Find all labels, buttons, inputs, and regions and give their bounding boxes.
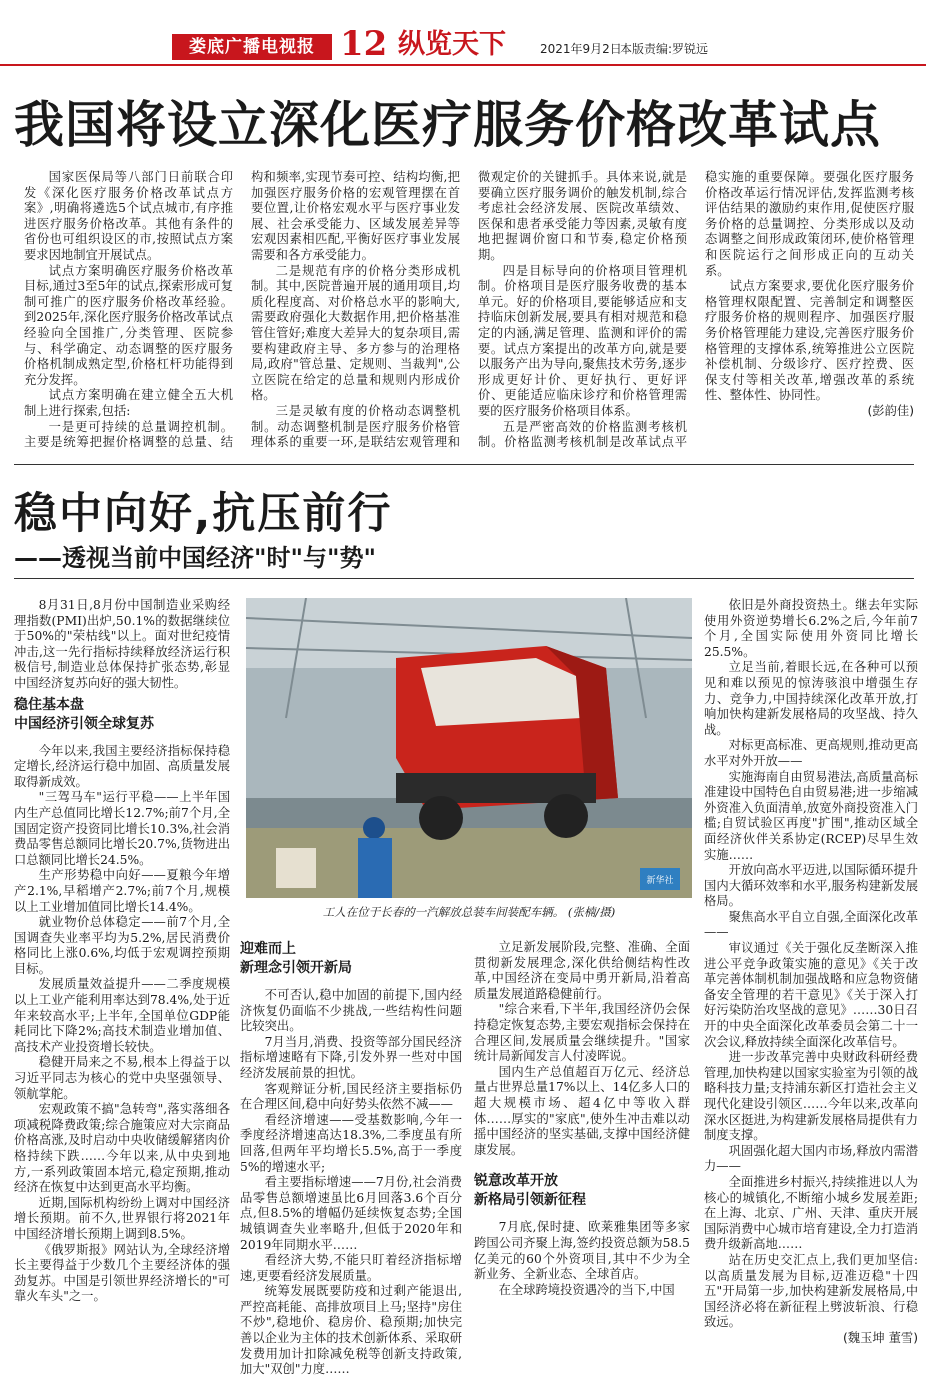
article2-paragraph: 开放向高水平迈进,以国际循环提升国内大循环效率和水平,服务构建新发展格局。 [704,863,918,909]
section-title: 纵览天下 [398,29,506,60]
article1-paragraph: 四是目标导向的价格项目管理机制。价格项目是医疗服务收费的基本单元。好的价格项目,要能够适应和支持临床创新发展,要具有相对规范和稳定的内涵,满足管理、监测和评价的需要。试点方案提出的改革方向,就是要以服务产出为导向,聚焦技术劳务,逐步形成更好计价、更好执行、更好评价、更能适应临床诊疗和价格管理需要的医疗服务价格项目体系。 [478,263,687,418]
photo-watermark: 新华社 [646,876,674,886]
section-heading-3-line2: 新格局引领新征程 [474,1192,586,1209]
article2-intro: 8月31日,8月份中国制造业采购经理指数(PMI)出炉,50.1%的数据继续位于50%的"荣枯线"以上。面对世纪疫情冲击,这一先行指标持续释放经济运行积极信号,制造业总体保持扩张态势,彰显中国经济复苏向好的强大韧性。 [14,598,230,690]
newspaper-logo: 娄底广播电视报 [172,34,332,60]
article2-paragraph: 7月底,保时捷、欧莱雅集团等多家跨国公司齐聚上海,签约投资总额为58.5亿美元的60个外资项目,其中不少为全新业务、全新业态、全球首店。 [474,1220,690,1282]
article1-headline: 我国将设立深化医疗服务价格改革试点 [14,96,881,154]
article2-paragraph: 发展质量效益提升——二季度规模以上工业产能利用率达到78.4%,处于近年来较高水平;上半年,全国单位GDP能耗同比下降2%;高技术制造业增加值、高技术产业投资增长较快。 [14,977,230,1054]
article2-paragraph: 看经济大势,不能只盯着经济指标增速,更要看经济发展质量。 [240,1253,462,1283]
article2-paragraph: 站在历史交汇点上,我们更加坚信:以高质量发展为目标,迈准迈稳"十四五"开局第一步,加快构建新发展格局,中国经济必将在新征程上劈波斩浪、行稳致远。 [704,1252,918,1330]
article2-paragraph: 看经济增速——受基数影响,今年一季度经济增速高达18.3%,二季度虽有所回落,但两年平均增长5.5%,高于一季度5%的增速水平; [240,1112,462,1174]
section-heading-1-line2: 中国经济引领全球复苏 [14,715,154,732]
page-editor: 本版责编:罗锐远 [620,42,709,56]
masthead [0,0,926,66]
page-number: 12 [340,24,388,64]
article2-column-4 [704,598,918,1390]
article2-paragraph: 立足新发展阶段,完整、准确、全面贯彻新发展理念,深化供给侧结构性改革,中国经济在变局中勇开新局,沿着高质量发展道路稳健前行。 [474,940,690,1001]
subhead-rule [14,578,914,579]
article2-column-1 [14,598,230,1388]
article2-paragraph: 生产形势稳中向好——夏粮今年增产2.1%,早稻增产2.7%;前7个月,规模以上工业增加值同比增长14.4%。 [14,868,230,914]
article2-paragraph: 客观辩证分析,国民经济主要指标仍在合理区间,稳中向好势头依然不减—— [240,1081,462,1112]
section-heading-3 [474,1172,690,1210]
article2-paragraph: "综合来看,下半年,我国经济仍会保持稳定恢复态势,主要宏观指标会保持在合理区间,发展质量会继续提升。"国家统计局新闻发言人付凌晖说。 [474,1002,690,1064]
section-heading-2-line1: 迎难而上 [240,941,296,957]
article2-paragraph: 不可否认,稳中加固的前提下,国内经济恢复仍面临不少挑战,一些结构性问题比较突出。 [240,988,462,1034]
article1-body [24,170,914,452]
article2-paragraph: 近期,国际机构纷纷上调对中国经济增长预期。前不久,世界银行将2021年中国经济增长预期上调到8.5%。 [14,1195,230,1241]
article2-paragraph: 对标更高标准、更高规则,推动更高水平对外开放—— [704,738,918,768]
article2-paragraph: 实施海南自由贸易港法,高质量高标准建设中国特色自由贸易港;进一步缩减外资准入负面清单,放宽外商投资准入门槛;自贸试验区再度"扩围",推动区域全面经济伙伴关系协定(RCEP)尽早生效实施…… [704,769,918,862]
article1-paragraph: 三是灵敏有度的价格动态调整机制。动态调整机制是医疗服务价格管理体系的重要一环,是联结宏观管理和微观定价的关键抓手。具体来说,就是要确立医疗服务调价的触发机制,综合考虑社会经济发展、医院改革绩效、医保和患者承受能力等因素,灵敏有度地把握调价窗口和节奏,稳定价格预期。 [251,170,687,450]
article2-paragraph: 就业物价总体稳定——前7个月,全国调查失业率平均为5.2%,居民消费价格同比上涨0.6%,均低于宏观调控预期目标。 [14,915,230,976]
masthead-rule [0,64,926,66]
factory-photo [246,598,692,898]
article2-paragraph: 聚焦高水平自立自强,全面深化改革—— [704,909,918,940]
article2-byline: (魏玉坤 董雪) [843,1330,918,1345]
article2-paragraph: 7月当月,消费、投资等部分国民经济指标增速略有下降,引发外界一些对中国经济发展前景的担忧。 [240,1034,462,1080]
article1-paragraph: 试点方案明确在建立健全五大机制上进行探索,包括: [24,388,233,418]
article2-paragraph: 全面推进乡村振兴,持续推进以人为核心的城镇化,不断缩小城乡发展差距;在上海、北京、广州、天津、重庆开展国际消费中心城市培育建设,全力打造消费升级新高地…… [704,1174,918,1252]
article1-paragraph: 试点方案明确医疗服务价格改革目标,通过3至5年的试点,探索形成可复制可推广的医疗服务价格改革经验。到2025年,深化医疗服务价格改革试点经验向全国推广,分类管理、医院参与、科学确定、动态调整的医疗服务价格机制成熟定型,价格杠杆功能得到充分发挥。 [24,263,233,387]
article2-paragraph: 《俄罗斯报》网站认为,全球经济增长主要得益于少数几个主要经济体的强劲复苏。中国是引领世界经济增长的"可靠火车头"之一。 [14,1242,230,1304]
section-heading-3-line1: 锐意改革开放 [474,1173,558,1190]
article2-column-3 [474,940,690,1390]
article1-paragraph: 五是严密高效的价格监测考核机制。价格监测考核机制是改革试点平稳实施的重要保障。要强化医疗服务价格改革运行情况评估,发挥监测考核评估结果的激励约束作用,促使医疗服务价格的总量调控、分类形成以及动态调整之间形成政策闭环,使价格管理和医院运行之间形成正向的互动关系。 [478,170,914,450]
article2-subhead: ——透视当前中国经济"时"与"势" [14,544,377,572]
article1-paragraph: 一是更可持续的总量调控机制。主要是统筹把握价格调整的总量、结构和频率,实现节奏可控、结构均衡,把加强医疗服务价格的宏观管理摆在首要位置,让价格宏观水平与医疗事业发展、社会承受能力、区域发展差异等宏观因素相匹配,平衡好医疗事业发展需要和各方承受能力。 [24,170,460,450]
article2-paragraph: 依旧是外商投资热土。继去年实际使用外资逆势增长6.2%之后,今年前7个月,全国实际使用外资同比增长25.5%。 [704,598,918,659]
article2-paragraph: 稳健开局来之不易,根本上得益于以习近平同志为核心的党中央坚强领导、领航掌舵。 [14,1055,230,1101]
article2-column-2 [240,940,462,1390]
article2-paragraph: "三驾马车"运行平稳——上半年国内生产总值同比增长12.7%;前7个月,全国固定资产投资同比增长10.3%,社会消费品零售总额同比增长20.7%,货物进出口总额同比增长24.5%。 [14,790,230,867]
article1-paragraph: 试点方案要求,要优化医疗服务价格管理权限配置、完善制定和调整医疗服务价格的规则程序、加强医疗服务价格管理能力建设,完善医疗服务价格管理的支撑体系,统筹推进公立医院补偿机制、分级诊疗、医疗控费、医保支付等相关改革,增强改革的系统性、整体性、协同性。 [705,279,914,403]
article2-paragraph: 统筹发展既要防疫和过剩产能退出,严控高耗能、高排放项目上马;坚持"房住不炒",稳地价、稳房价、稳预期;加快完善以企业为主体的技术创新体系、采取研发费用加计扣除减免税等创新支持政策,加大"双创"力度…… [240,1284,462,1377]
section-heading-1-line1: 稳住基本盘 [14,696,84,713]
article2-paragraph: 看主要指标增速——7月份,社会消费品零售总额增速虽比6月回落3.6个百分点,但8.5%的增幅仍延续恢复态势;全国城镇调查失业率略升,但低于2020年和2019年同期水平…… [240,1175,462,1252]
article-separator [14,464,914,465]
article1-paragraph: 二是规范有序的价格分类形成机制。其中,医院普遍开展的通用项目,均质化程度高、对价格总水平的影响大,需要政府强化大数据作用,把价格基准管住管好;难度大差异大的复杂项目,需要构建政府主导、多方参与的治理格局,政府"管总量、定规则、当裁判",公立医院在给定的总量和规则内形成价格。 [251,263,460,403]
article2-paragraph: 进一步改革完善中央财政科研经费管理,加快构建以国家实验室为引领的战略科技力量;支持浦东新区打造社会主义现代化建设引领区……今年以来,改革向深水区挺进,为构建新发展格局提供有力制度支撑。 [704,1050,918,1143]
article1-paragraph: 国家医保局等八部门日前联合印发《深化医疗服务价格改革试点方案》,明确将遴选5个试点城市,有序推进医疗服务价格改革。其他有条件的省份也可组织设区的市,按照试点方案要求因地制宜开展试点。 [24,170,233,262]
photo-caption: 工人在位于长春的一汽解放总装车间装配车辆。 (张楠/摄) [322,905,616,919]
article2-paragraph: 国内生产总值超百万亿元、经济总量占世界总量17%以上、14亿多人口的超大规模市场、超4亿中等收入群体……厚实的"家底",使外生冲击难以动摇中国经济的坚实基础,支撑中国经济健康发展。 [474,1064,690,1157]
section-heading-2-line2: 新理念引领开新局 [240,960,352,976]
article2-paragraph: 宏观政策不搞"急转弯",落实落细各项减税降费政策;综合施策应对大宗商品价格高涨,及时启动中央收储缓解猪肉价格持续下跌……今年以来,从中央到地方,一系列政策固本培元,稳定预期,推动经济在恢复中达到更高水平均衡。 [14,1102,230,1195]
article2-paragraph: 巩固强化超大国内市场,释放内需潜力—— [704,1143,918,1174]
section-heading-1 [14,696,230,734]
section-heading-2 [240,940,462,978]
factory-photo-illustration [246,598,692,898]
article1-byline: (彭韵佳) [867,403,914,418]
article2-paragraph: 在全球跨境投资遇冷的当下,中国 [498,1282,675,1297]
article2-paragraph: 今年以来,我国主要经济指标保持稳定增长,经济运行稳中加固、高质量发展取得新成效。 [14,743,230,789]
article2-paragraph: 审议通过《关于强化反垄断深入推进公平竞争政策实施的意见》《关于改革完善体制机制加强战略和应急物资储备安全管理的若干意见》《关于深入打好污染防治攻坚战的意见》……30日召开的中央全面深化改革委员会第二十一次会议,释放持续全面深化改革信号。 [704,941,918,1049]
issue-date: 2021年9月2日 [540,42,622,56]
article2-headline: 稳中向好,抗压前行 [14,489,393,539]
article2-paragraph: 立足当前,着眼长远,在各种可以预见和难以预见的惊涛骇浪中增强生存力、竞争力,中国持续深化改革开放,打响加快构建新发展格局的攻坚战、持久战。 [704,660,918,737]
